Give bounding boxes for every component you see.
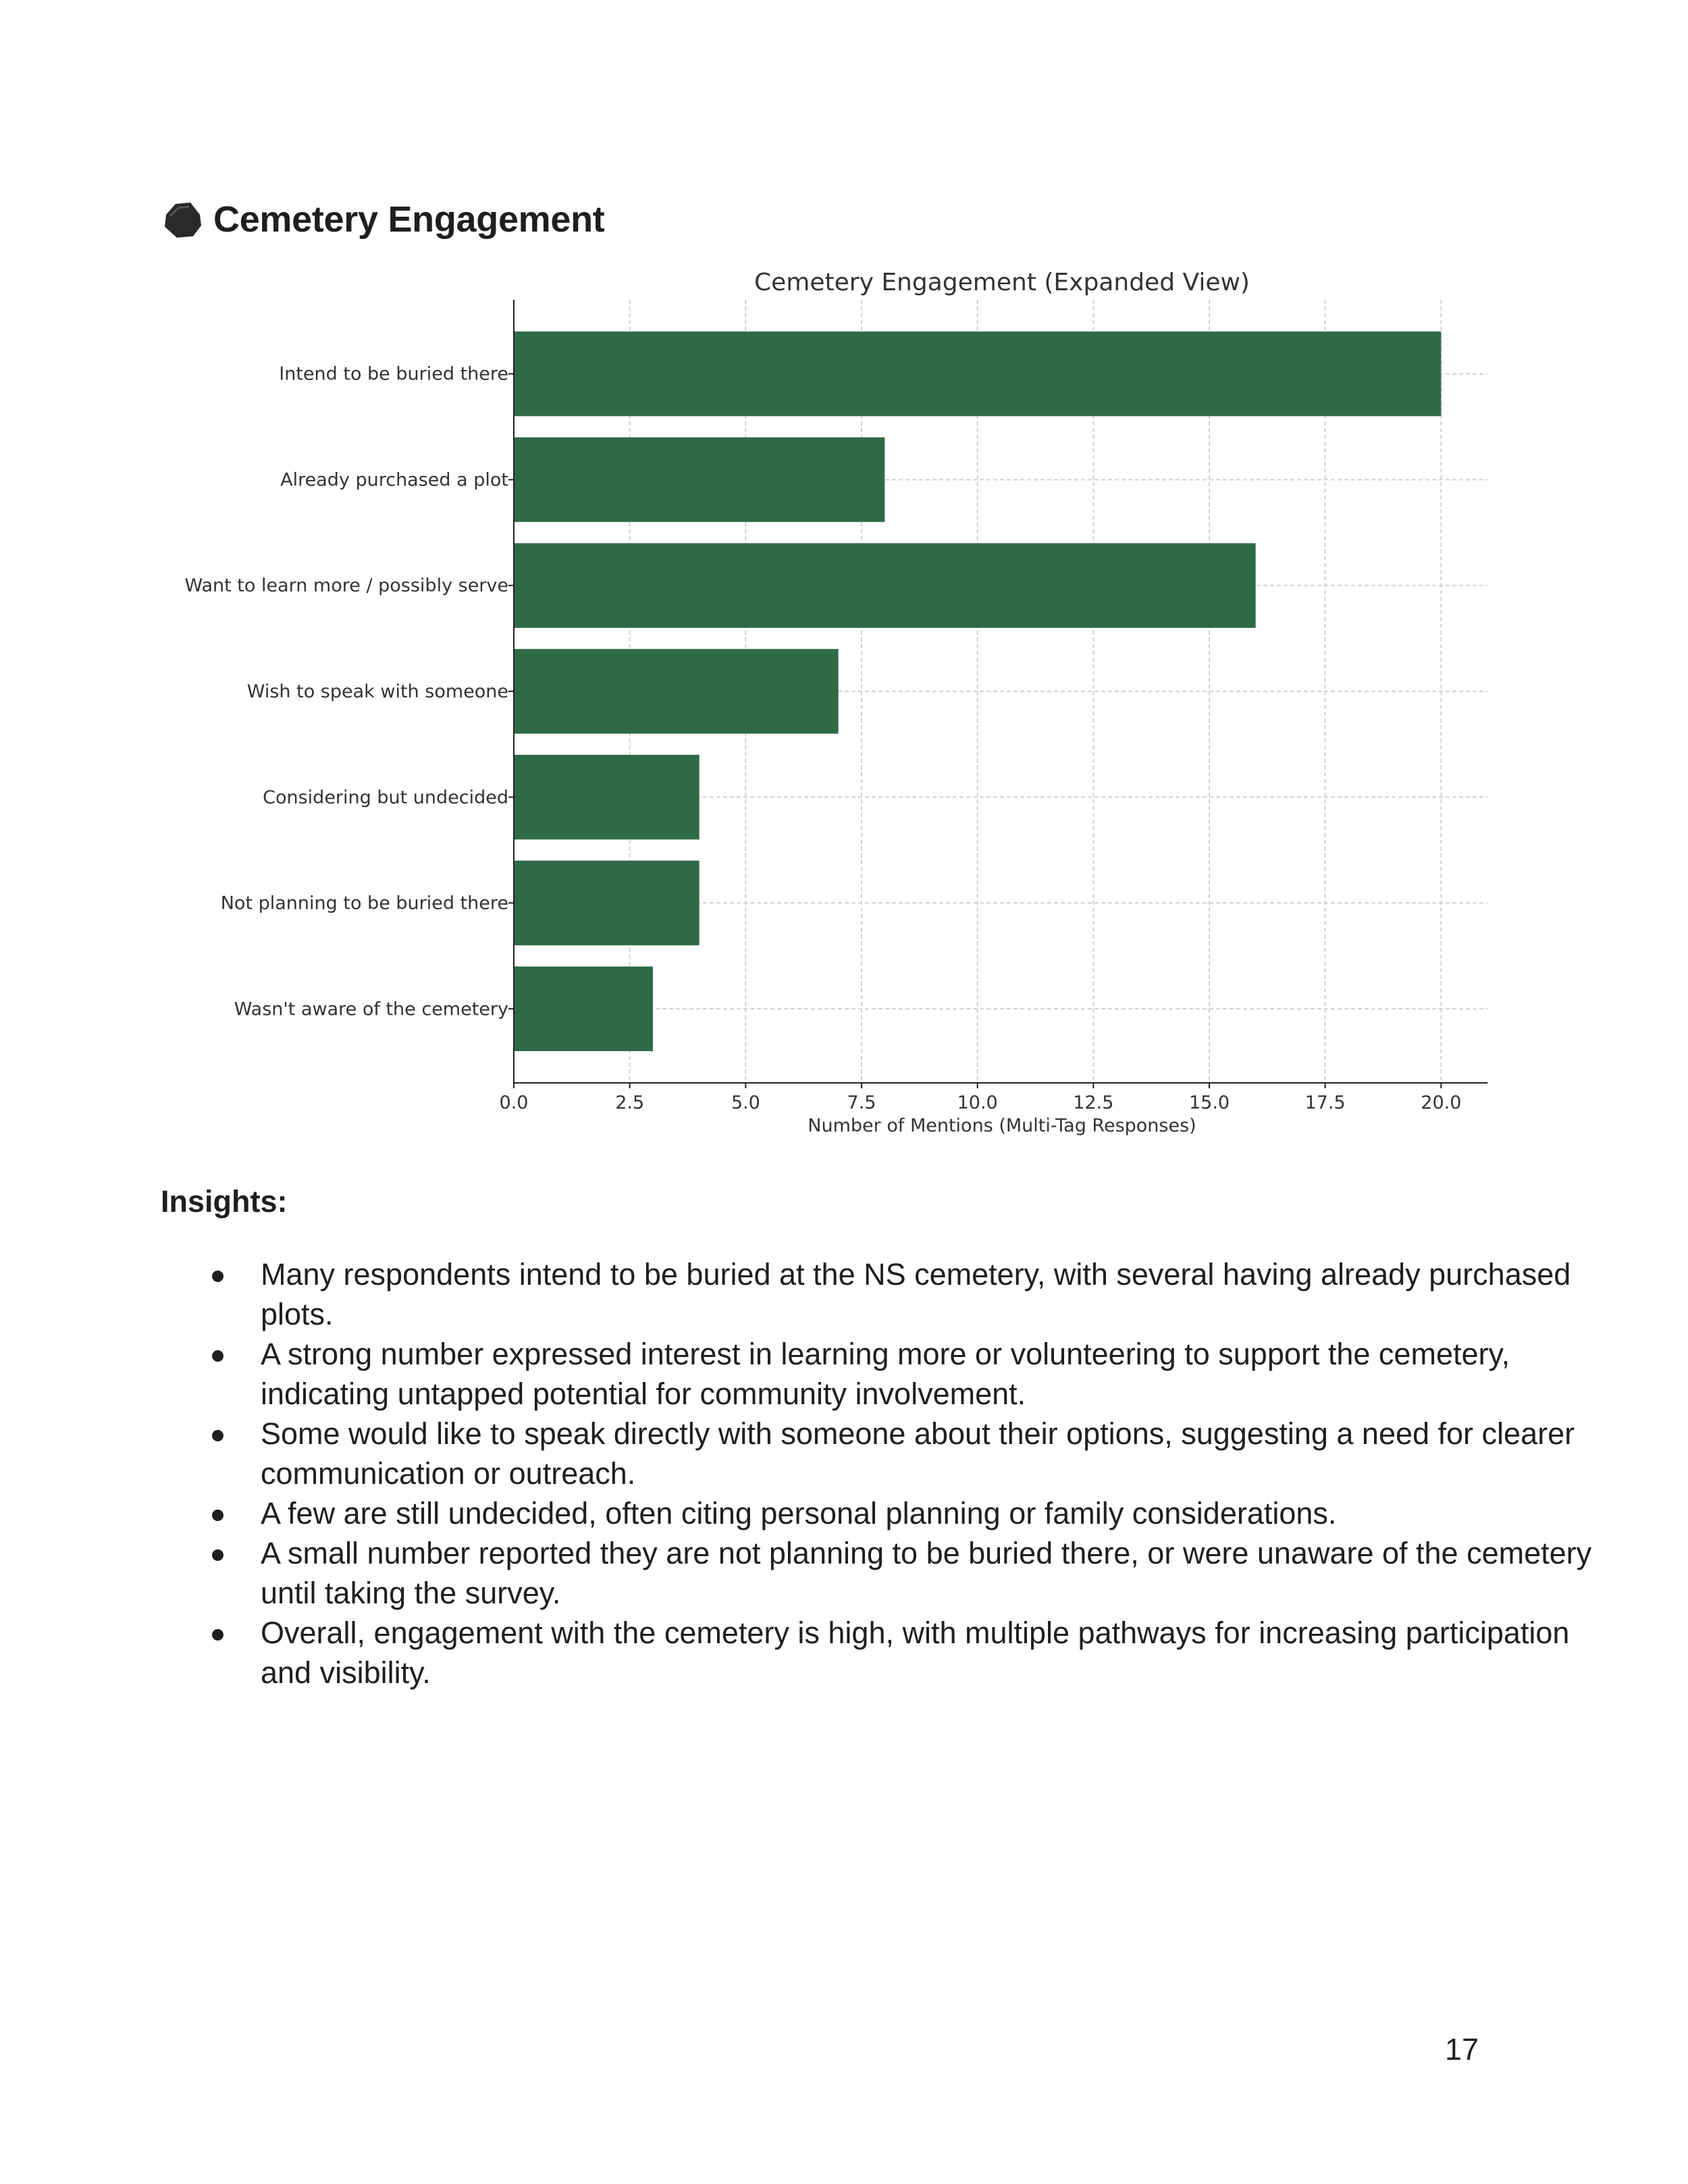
category-label: Wasn't aware of the cemetery — [234, 998, 508, 1020]
insight-item: Many respondents intend to be buried at the NS cemetery, with several having already purchased plots. — [203, 1254, 1607, 1334]
x-tick-label: 0.0 — [499, 1092, 529, 1113]
bar — [514, 861, 700, 945]
bar — [514, 755, 700, 839]
section-heading — [161, 196, 605, 243]
bar — [514, 649, 839, 733]
bar-chart — [0, 257, 1688, 1154]
page-number: 17 — [1445, 2032, 1479, 2067]
insights-list — [203, 1254, 1607, 1693]
bar — [514, 437, 885, 522]
x-tick-label: 2.5 — [615, 1092, 645, 1113]
x-tick-label: 7.5 — [847, 1092, 876, 1113]
x-axis-label: Number of Mentions (Multi-Tag Responses) — [808, 1115, 1196, 1136]
x-tick-label: 12.5 — [1073, 1092, 1114, 1113]
headstone-icon — [161, 200, 203, 239]
x-tick-label: 20.0 — [1421, 1092, 1462, 1113]
x-tick-label: 15.0 — [1188, 1092, 1230, 1113]
bar — [514, 543, 1256, 628]
category-label: Considering but undecided — [263, 787, 508, 808]
x-tick-labels — [500, 1083, 1462, 1113]
section-title: Cemetery Engagement — [213, 199, 605, 240]
category-label: Want to learn more / possibly serve — [184, 575, 508, 597]
category-label: Intend to be buried there — [279, 363, 508, 385]
insight-item: Overall, engagement with the cemetery is high, with multiple pathways for increasing participation and visibility. — [203, 1613, 1607, 1693]
category-label: Already purchased a plot — [280, 469, 508, 491]
category-label: Wish to speak with someone — [246, 681, 508, 702]
chart-title: Cemetery Engagement (Expanded View) — [754, 269, 1250, 296]
insights-title: Insights: — [161, 1184, 288, 1219]
category-label: Not planning to be buried there — [220, 893, 508, 914]
insight-item: A strong number expressed interest in learning more or volunteering to support the cemetery, indicating untapped potential for community involvement. — [203, 1334, 1607, 1414]
x-tick-label: 10.0 — [957, 1092, 998, 1113]
bar — [514, 331, 1441, 416]
bar — [514, 967, 653, 1051]
insight-item: A few are still undecided, often citing personal planning or family considerations. — [203, 1493, 1607, 1533]
x-tick-label: 17.5 — [1304, 1092, 1346, 1113]
insight-item: Some would like to speak directly with someone about their options, suggesting a need for clearer communication or outreach. — [203, 1414, 1607, 1493]
x-tick-label: 5.0 — [731, 1092, 760, 1113]
category-labels — [184, 364, 514, 1020]
insight-item: A small number reported they are not planning to be buried there, or were unaware of the cemetery until taking the survey. — [203, 1533, 1607, 1613]
